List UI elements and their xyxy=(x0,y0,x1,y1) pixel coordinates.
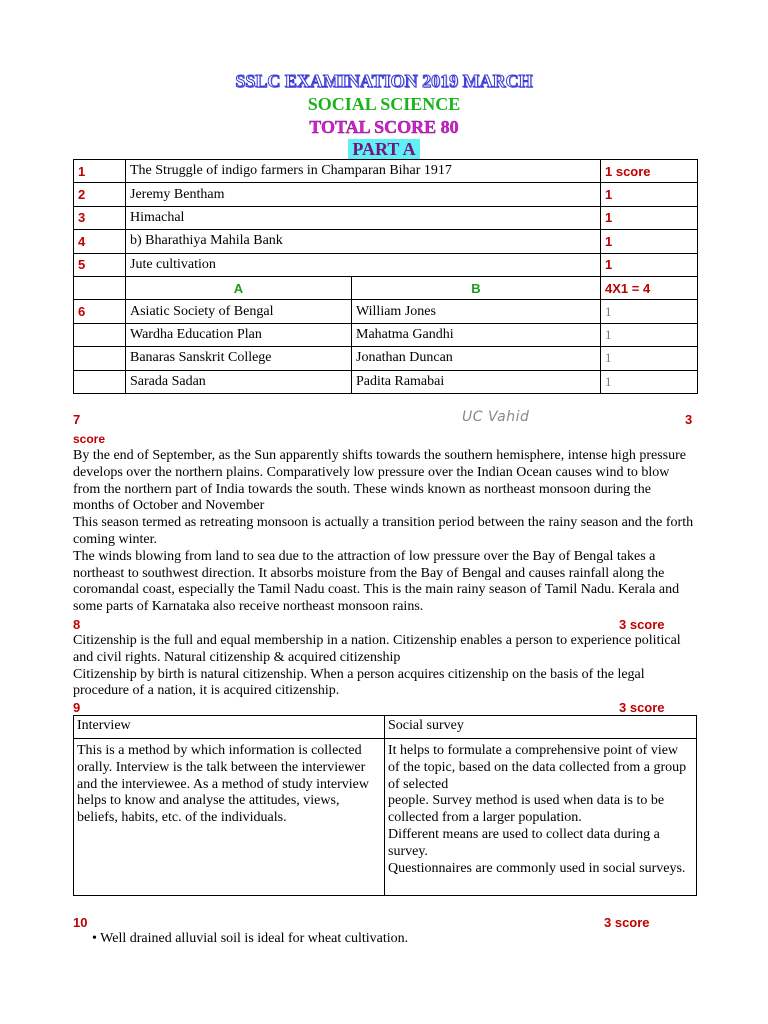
answer-cell: b) Bharathiya Mahila Bank xyxy=(126,230,601,253)
part-a-table xyxy=(73,159,698,394)
empty-cell xyxy=(74,323,126,346)
empty-cell xyxy=(74,370,126,393)
part-title xyxy=(0,138,768,160)
question-8-score: 3 score xyxy=(619,617,665,632)
answer-cell: Himachal xyxy=(126,206,601,229)
interview-survey-table xyxy=(73,715,697,896)
question-7-score-number: 3 xyxy=(685,412,693,427)
survey-line: people. Survey method is used when data is to be collected from a larger population. xyxy=(388,793,665,826)
interview-header: Interview xyxy=(74,716,385,739)
paragraph: This season termed as retreating monsoon is actually a transition period between the rainy season and the forth coming winter. xyxy=(73,515,694,547)
bullet-text: Well drained alluvial soil is ideal for wheat cultivation. xyxy=(100,931,409,946)
score-cell: 1 xyxy=(601,206,698,229)
answer-cell: Jeremy Bentham xyxy=(126,183,601,206)
match-score-header: 4X1 = 4 xyxy=(601,276,698,299)
paragraph: The winds blowing from land to sea due to the attraction of low pressure over the Bay of Bengal takes a northeast to southwest direction. It absorbs moisture from the Bay of Bengal and causes rainfall along the coromandal coast, especially the Tamil Nadu coast. This is the main rainy season of Tamil Nadu. Kerala and some parts of Karnataka also receive northeast monsoon rains. xyxy=(73,548,680,615)
column-b-header: B xyxy=(352,276,601,299)
table-row xyxy=(74,253,698,276)
score-cell: 1 xyxy=(601,230,698,253)
question-7-score-word: score xyxy=(73,432,106,446)
column-b-cell: William Jones xyxy=(352,300,601,323)
question-8-number: 8 xyxy=(73,617,81,632)
score-cell: 1 xyxy=(601,183,698,206)
question-8-answer xyxy=(73,633,695,700)
score-cell: 1 score xyxy=(601,160,698,183)
survey-header: Social survey xyxy=(385,716,697,739)
column-a-cell: Asiatic Society of Bengal xyxy=(126,300,352,323)
answer-cell: The Struggle of indigo farmers in Champaran Bihar 1917 xyxy=(126,160,601,183)
question-10-bullet xyxy=(92,931,408,947)
table-row xyxy=(74,370,698,393)
paragraph: By the end of September, as the Sun apparently shifts towards the southern hemisphere, intense high pressure develops over the northern plains. Comparatively low pressure over the Indian Ocean causes wind to blow from the northern part of India towards the south. These winds known as northeast monsoon during the months of October and November xyxy=(73,448,686,514)
exam-title: SSLC EXAMINATION 2019 MARCH xyxy=(235,71,533,91)
question-number: 1 xyxy=(74,160,126,183)
table-row xyxy=(74,739,697,896)
table-row xyxy=(74,160,698,183)
column-b-cell: Jonathan Duncan xyxy=(352,347,601,370)
column-a-header: A xyxy=(126,276,352,299)
column-b-cell: Mahatma Gandhi xyxy=(352,323,601,346)
question-number: 4 xyxy=(74,230,126,253)
survey-line: Questionnaires are commonly used in social surveys. xyxy=(388,860,686,876)
question-number: 3 xyxy=(74,206,126,229)
question-number: 2 xyxy=(74,183,126,206)
table-row xyxy=(74,300,698,323)
question-10-score: 3 score xyxy=(604,915,650,930)
table-row xyxy=(74,347,698,370)
subject-title: SOCIAL SCIENCE xyxy=(307,94,461,114)
score-cell: 1 xyxy=(601,323,698,346)
column-b-cell: Padita Ramabai xyxy=(352,370,601,393)
empty-cell xyxy=(74,347,126,370)
total-score-title: TOTAL SCORE 80 xyxy=(309,117,459,137)
score-cell: 1 xyxy=(601,253,698,276)
question-7-number: 7 xyxy=(73,412,81,427)
table-row xyxy=(74,230,698,253)
score-cell: 1 xyxy=(601,347,698,370)
paragraph: Citizenship by birth is natural citizenship. When a person acquires citizenship on the basis of the legal procedure of a nation, it is acquired citizenship. xyxy=(73,666,645,699)
part-label: PART A xyxy=(348,139,419,159)
survey-cell xyxy=(385,739,697,896)
match-header-row xyxy=(74,276,698,299)
empty-cell xyxy=(74,276,126,299)
table-row xyxy=(74,323,698,346)
table-row xyxy=(74,183,698,206)
survey-line: It helps to formulate a comprehensive point of view of the topic, based on the data collected from a group of selected xyxy=(388,743,687,792)
column-a-cell: Banaras Sanskrit College xyxy=(126,347,352,370)
question-7-answer xyxy=(73,448,695,616)
table-row xyxy=(74,206,698,229)
question-9-number: 9 xyxy=(73,700,81,715)
question-9-score: 3 score xyxy=(619,700,665,715)
answer-cell: Jute cultivation xyxy=(126,253,601,276)
question-number: 5 xyxy=(74,253,126,276)
question-10-number: 10 xyxy=(73,915,88,930)
bullet-icon: • xyxy=(92,931,97,946)
table-header-row xyxy=(74,716,697,739)
score-cell: 1 xyxy=(601,300,698,323)
column-a-cell: Wardha Education Plan xyxy=(126,323,352,346)
survey-line: Different means are used to collect data during a survey. xyxy=(388,826,660,859)
paragraph: Citizenship is the full and equal membership in a nation. Citizenship enables a person to experience political and civil rights. Natural citizenship & acquired citizenship xyxy=(73,633,681,665)
author-watermark: UC Vahid xyxy=(462,409,530,425)
score-cell: 1 xyxy=(601,370,698,393)
interview-cell: This is a method by which information is collected orally. Interview is the talk between the interviewer and the interviewee. As a method of study interview helps to know and analyse the attitudes, views, beliefs, habits, etc. of the individuals. xyxy=(74,739,385,896)
column-a-cell: Sarada Sadan xyxy=(126,370,352,393)
question-number: 6 xyxy=(74,300,126,323)
